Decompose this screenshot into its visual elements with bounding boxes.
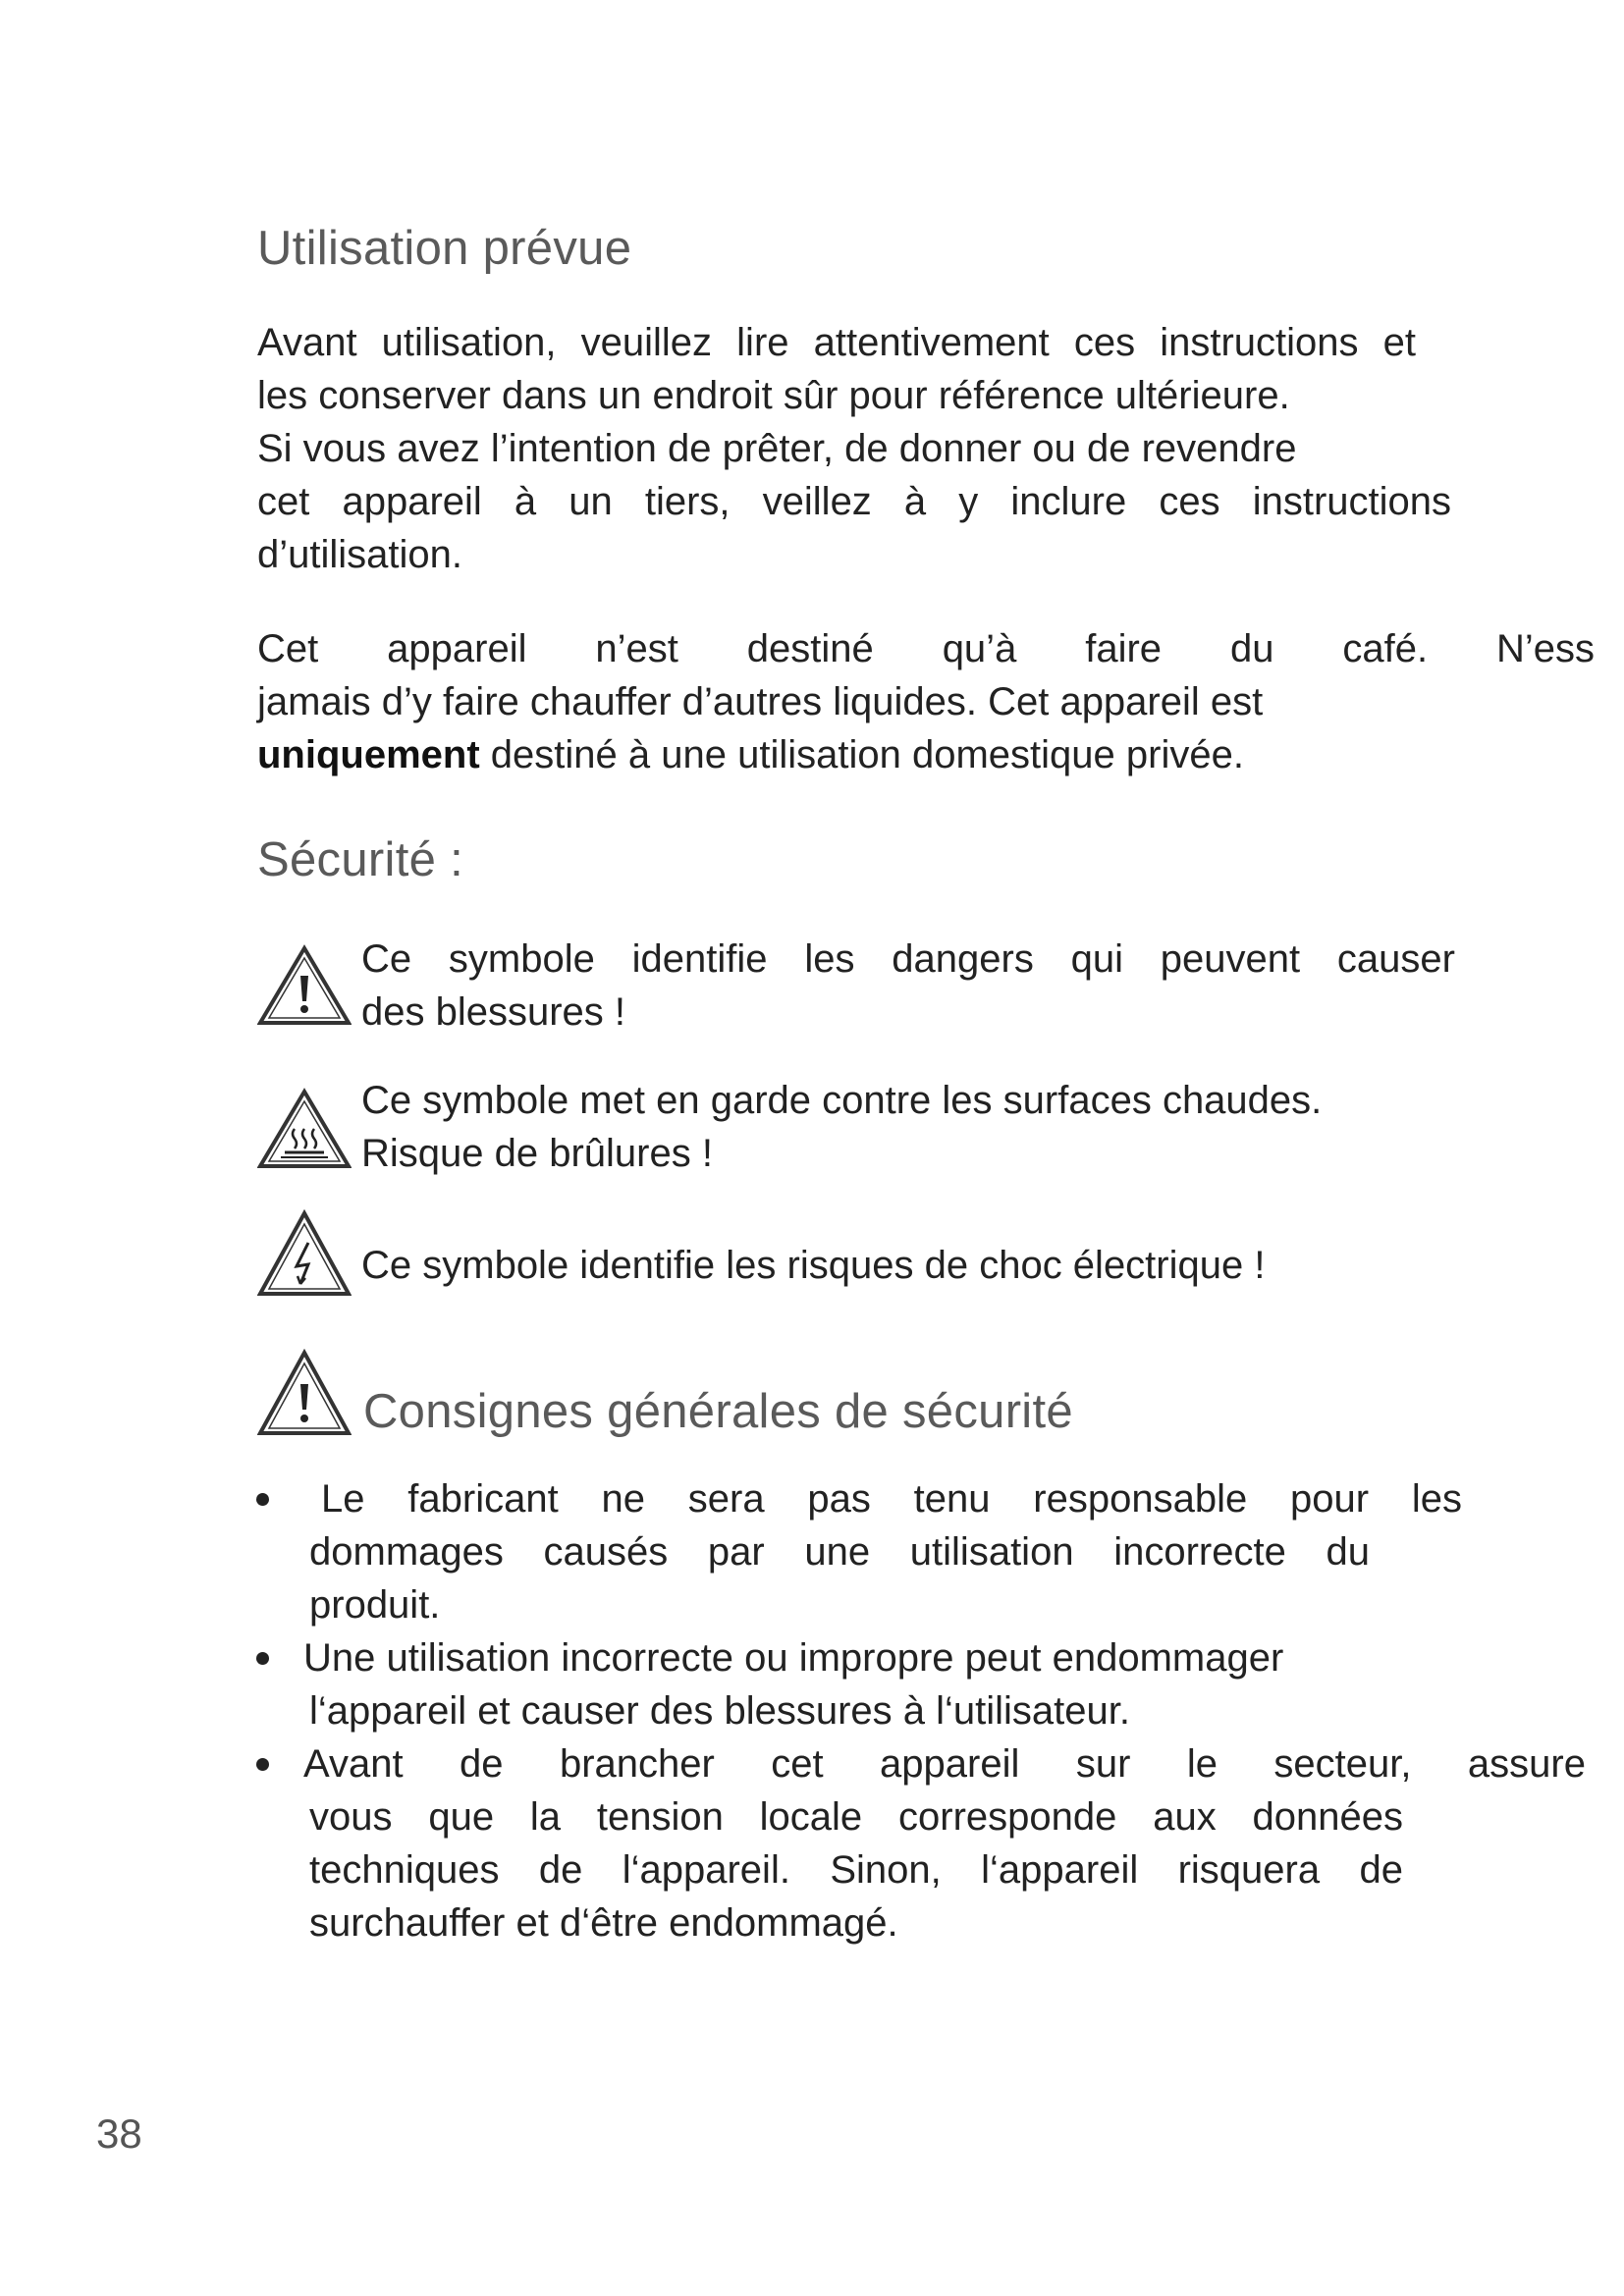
list-item xyxy=(250,1737,1596,1949)
text-line: Si vous avez l’intention de prêter, de donner ou de revendre xyxy=(257,427,1297,470)
text-line xyxy=(303,1472,1462,1525)
hot-surface-icon xyxy=(257,1088,352,1170)
list-item xyxy=(250,1631,1596,1737)
safety-symbol-electric xyxy=(257,1205,1455,1304)
text-line: produit. xyxy=(309,1583,441,1627)
intended-use-paragraph-1 xyxy=(257,316,1455,581)
bullet-dot-icon xyxy=(256,1758,269,1771)
text-line: les conserver dans un endroit sûr pour référence ultérieure. xyxy=(257,374,1290,417)
text-run: destiné à une utilisation domestique privée. xyxy=(479,733,1244,776)
bullet-dot-icon xyxy=(256,1652,269,1665)
text-line: jamais d’y faire chauffer d’autres liquides. Cet appareil est xyxy=(257,680,1264,723)
safety-symbol-text xyxy=(361,1074,1455,1180)
text-run: Le fabricant ne sera pas tenu responsable pour les xyxy=(321,1477,1462,1521)
text-line: l‘appareil et causer des blessures à l‘utilisateur. xyxy=(309,1689,1130,1733)
text-line: surchauffer et d‘être endommagé. xyxy=(309,1901,898,1945)
safety-symbol-text xyxy=(361,1239,1455,1292)
text-line: cet appareil à un tiers, veillez à y inclure ces instructions xyxy=(257,480,1451,523)
intended-use-paragraph-2 xyxy=(257,622,1595,781)
text-line: vous que la tension locale corresponde aux données xyxy=(309,1795,1403,1839)
text-line: d’utilisation. xyxy=(257,533,463,576)
warning-exclamation-icon xyxy=(257,944,352,1027)
list-item xyxy=(250,1472,1596,1631)
text-line: Avant de brancher cet appareil sur le secteur, assure xyxy=(303,1742,1586,1786)
text-line: Ce symbole met en garde contre les surfaces chaudes. xyxy=(361,1079,1323,1122)
text-line: des blessures ! xyxy=(361,990,626,1034)
general-safety-header xyxy=(257,1345,1455,1443)
general-safety-list xyxy=(250,1472,1596,1949)
text-line: Une utilisation incorrecte ou impropre peut endommager xyxy=(303,1636,1284,1680)
warning-exclamation-icon xyxy=(257,1349,352,1437)
text-line: techniques de l‘appareil. Sinon, l‘appareil risquera de xyxy=(309,1848,1403,1892)
heading-safety: Sécurité : xyxy=(257,833,463,886)
text-line: Ce symbole identifie les risques de choc électrique ! xyxy=(361,1244,1266,1287)
heading-intended-use: Utilisation prévue xyxy=(257,222,632,275)
text-line: Risque de brûlures ! xyxy=(361,1132,713,1175)
page-number: 38 xyxy=(96,2110,142,2157)
text-line: Cet appareil n’est destiné qu’à faire du café. N’ess xyxy=(257,627,1595,670)
text-line: Avant utilisation, veuillez lire attentivement ces instructions et xyxy=(257,321,1416,364)
text-line xyxy=(257,728,1595,781)
safety-symbol-text xyxy=(361,933,1455,1039)
bullet-dot-icon xyxy=(256,1493,269,1506)
safety-symbol-hot-surface xyxy=(257,1074,1455,1182)
heading-general-safety: Consignes générales de sécurité xyxy=(363,1385,1073,1438)
bold-emphasis: uniquement xyxy=(257,733,480,776)
text-line: dommages causés par une utilisation incorrecte du xyxy=(309,1530,1370,1574)
text-line: Ce symbole identifie les dangers qui peuvent causer xyxy=(361,937,1455,981)
electric-shock-icon xyxy=(257,1209,352,1298)
safety-symbol-danger xyxy=(257,933,1455,1041)
